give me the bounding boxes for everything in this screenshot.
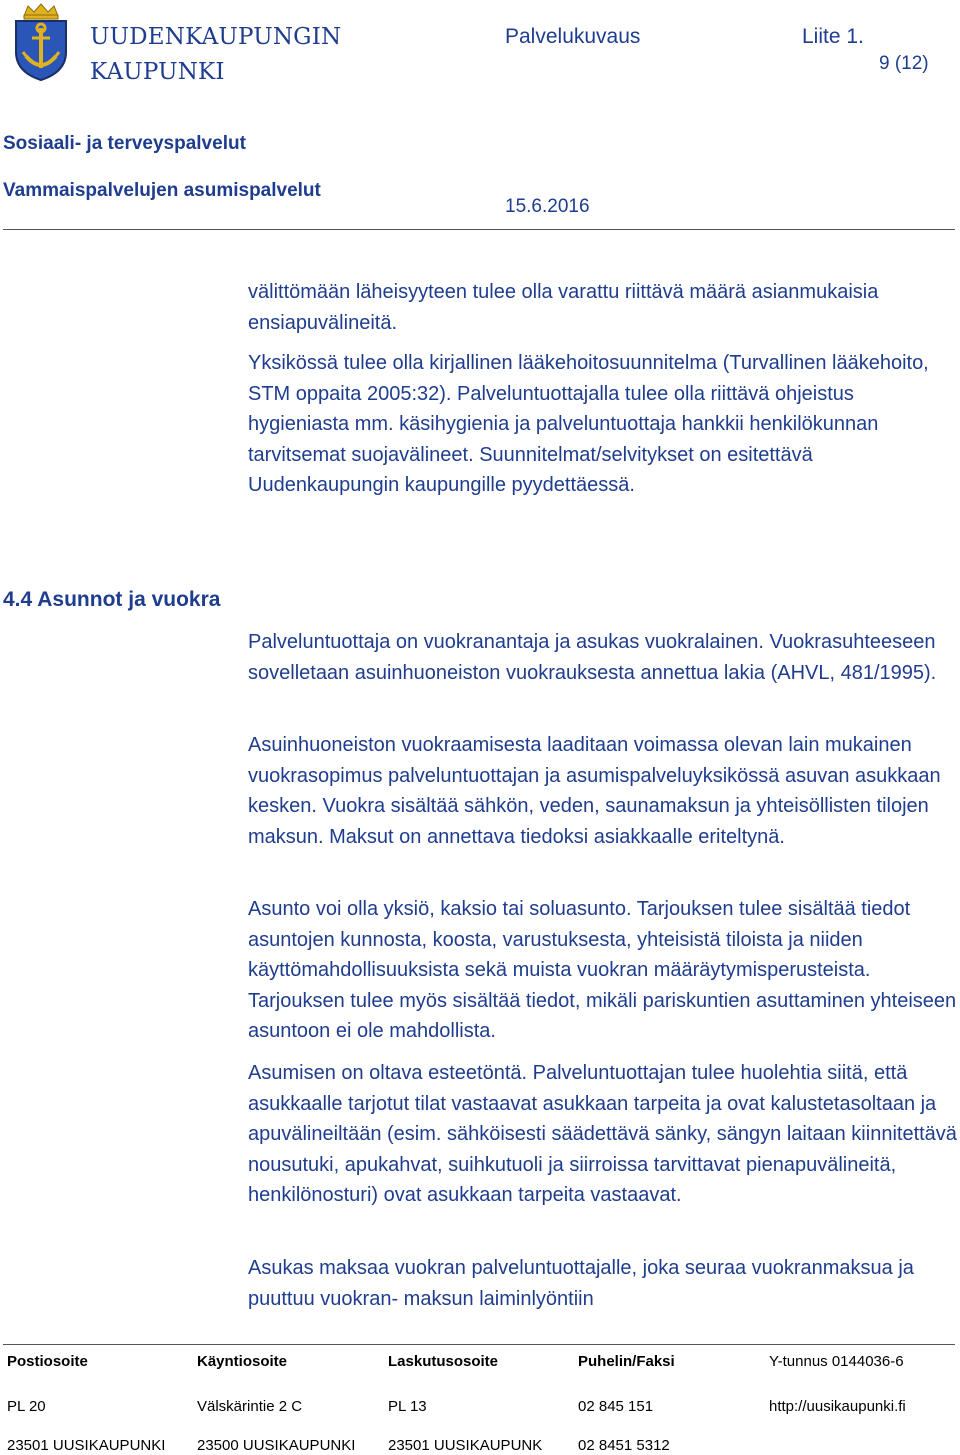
footer-header-phone: Puhelin/Faksi [578, 1353, 675, 1370]
paragraph-medication-plan: Yksikössä tulee olla kirjallinen lääkehoitosuunnitelma (Turvallinen lääkehoito, STM oppaita 2005:32). Palveluntuottajalla tulee olla riittävä ohjeistus hygieniasta mm. käsihygienia ja palveluntuottaja hankkii henkilökunnan tarvitsemat suojavälineet. Suunnitelmat/selvitykset on esitettävä Uudenkaupungin kaupungille pyydettäessä. [248, 352, 929, 496]
paragraph-landlord: Palveluntuottaja on vuokranantaja ja asukas vuokralainen. Vuokrasuhteeseen sovelletaan asuinhuoneiston vuokrauksesta annettua lakia (AHVL, 481/1995). [248, 631, 937, 684]
org-name-line2: KAUPUNKI [90, 59, 225, 85]
footer-postal-city: 23501 UUSIKAUPUNKI [7, 1437, 166, 1454]
paragraph-rent-payment: Asukas maksaa vuokran palveluntuottajalle, joka seuraa vuokranmaksua ja puuttuu vuokran- maksun laiminlyöntiin [248, 1257, 914, 1310]
org-name-line1: UUDENKAUPUNGIN [90, 24, 342, 50]
footer-visiting-street: Välskärintie 2 C [197, 1398, 303, 1415]
coat-of-arms-icon [10, 2, 72, 82]
footer-business-id: Y-tunnus 0144036-6 [769, 1353, 904, 1370]
document-type: Palvelukuvaus [505, 25, 641, 48]
footer-billing-box: PL 13 [388, 1398, 427, 1415]
footer-divider [3, 1344, 955, 1345]
paragraph-lease: Asuinhuoneiston vuokraamisesta laaditaan voimassa olevan lain mukainen vuokrasopimus palveluntuottajan ja asumispalveluyksikössä asuvan asukkaan kesken. Vuokra sisältää sähkön, veden, saunamaksun ja yhteisöllisten tilojen maksun. Maksut on annettava tiedoksi asiakkaalle eriteltynä. [248, 734, 941, 848]
header-divider [3, 229, 955, 230]
footer-billing-city: 23501 UUSIKAUPUNK [388, 1437, 543, 1454]
paragraph-first-aid: välittömään läheisyyteen tulee olla varattu riittävä määrä asianmukaisia ensiapuvälineitä. [248, 281, 879, 334]
section-heading: 4.4 Asunnot ja vuokra [3, 588, 221, 611]
page-number: 9 (12) [879, 53, 929, 74]
paragraph-apartment-types: Asunto voi olla yksiö, kaksio tai soluasunto. Tarjouksen tulee sisältää tiedot asuntojen kunnosta, koosta, varustuksesta, yhteisistä tiloista ja niiden käyttömahdollisuuksista sekä muista vuokran määräytymisperusteista. Tarjouksen tulee myös sisältää tiedot, mikäli pariskuntien asuttaminen yhteiseen asuntoon ei ole mahdollista. [248, 898, 957, 1042]
attachment-label: Liite 1. [802, 25, 864, 48]
footer-header-billing: Laskutusosoite [388, 1353, 499, 1370]
footer-postal-box: PL 20 [7, 1398, 46, 1415]
paragraph-accessibility: Asumisen on oltava esteetöntä. Palveluntuottajan tulee huolehtia siitä, että asukkaalle tarjotut tilat vastaavat asukkaan tarpeita ja ovat kalustetasoltaan ja apuvälineiltään (esim. sähköisesti säädettävä sänky, sängyn laitaan kiinnitettävä nousutuki, apukahvat, suihkutuoli ja siirroissa tarvittavat pienapuvälineitä, henkilönosturi) ovat asukkaan tarpeita vastaavat. [248, 1062, 957, 1206]
footer-website-link[interactable]: http://uusikaupunki.fi [769, 1398, 906, 1415]
footer-visiting-city: 23500 UUSIKAUPUNKI [197, 1437, 356, 1454]
footer-header-postal: Postiosoite [7, 1353, 88, 1370]
footer-phone: 02 845 151 [578, 1398, 654, 1415]
document-date: 15.6.2016 [505, 196, 590, 217]
unit-title: Vammaispalvelujen asumispalvelut [3, 180, 321, 201]
department-title: Sosiaali- ja terveyspalvelut [3, 133, 246, 154]
footer-header-visiting: Käyntiosoite [197, 1353, 288, 1370]
footer-fax: 02 8451 5312 [578, 1437, 670, 1454]
